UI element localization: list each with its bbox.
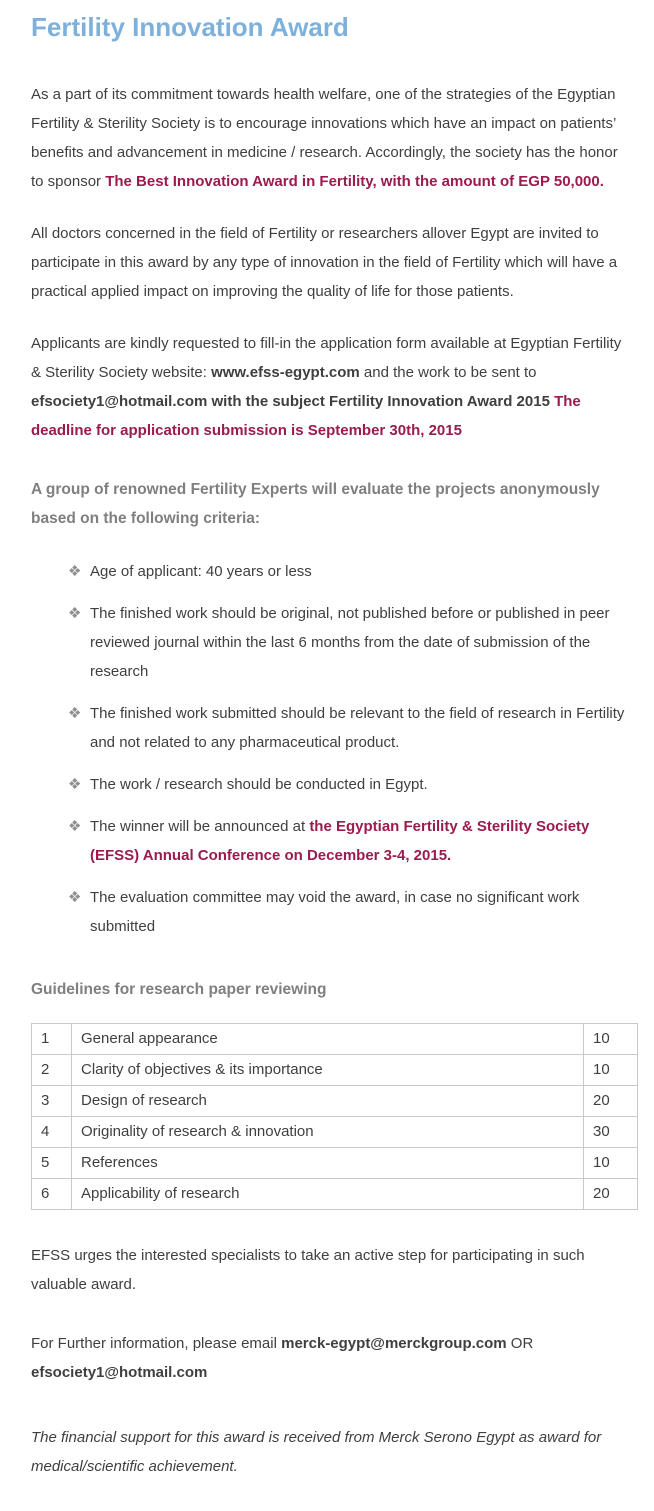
website-text: www.efss-egypt.com [211, 364, 360, 381]
list-item [68, 699, 641, 757]
table-row [32, 1117, 638, 1148]
invitation-paragraph [31, 219, 631, 306]
diamond-bullet-icon: ❖ [68, 563, 82, 580]
score-cell: 20 [584, 1179, 638, 1210]
row-number-cell: 5 [32, 1148, 72, 1179]
criterion-text: The evaluation committee may void the award, in case no significant work submitted [90, 889, 580, 935]
row-number-cell: 2 [32, 1055, 72, 1086]
list-item [68, 883, 641, 941]
criteria-heading: A group of renowned Fertility Experts will evaluate the projects anonymously based on the following criteria: [31, 481, 600, 527]
diamond-bullet-icon: ❖ [68, 889, 82, 906]
table-row [32, 1024, 638, 1055]
score-cell: 20 [584, 1086, 638, 1117]
score-cell: 10 [584, 1024, 638, 1055]
guidelines-heading: Guidelines for research paper reviewing [31, 981, 327, 998]
page-title: Fertility Innovation Award [31, 12, 349, 42]
row-number-cell: 4 [32, 1117, 72, 1148]
criterion-cell: References [72, 1148, 584, 1179]
merck-email-text: merck-egypt@merckgroup.com [281, 1335, 507, 1352]
application-text: Applicants are kindly requested to fill-in the application form available at Egyptian Fertility & Sterility Society website: [31, 335, 622, 381]
diamond-bullet-icon: ❖ [68, 818, 82, 835]
criterion-cell: Design of research [72, 1086, 584, 1117]
efss-email-text: efsociety1@hotmail.com [31, 1364, 208, 1381]
diamond-bullet-icon: ❖ [68, 705, 82, 722]
criterion-text: The winner will be announced at [90, 818, 310, 835]
contact-or-text: OR [506, 1335, 534, 1352]
list-item [68, 812, 641, 870]
list-item [68, 770, 641, 799]
criterion-text: The finished work should be original, not published before or published in peer reviewed journal within the last 6 months from the date of submission of the research [90, 605, 610, 680]
score-cell: 30 [584, 1117, 638, 1148]
list-item [68, 557, 641, 586]
criteria-list [31, 557, 641, 941]
footnote-paragraph: The financial support for this award is received from Merck Serono Egypt as award for medical/scientific achievement. [31, 1429, 602, 1475]
table-row [32, 1055, 638, 1086]
criterion-cell: General appearance [72, 1024, 584, 1055]
application-paragraph [31, 329, 631, 445]
application-text-mid: and the work to be sent to [359, 364, 537, 381]
diamond-bullet-icon: ❖ [68, 605, 82, 622]
deadline-text: The deadline for application submission is September 30th, 2015 [31, 393, 581, 439]
invitation-text: All doctors concerned in the field of Fertility or researchers allover Egypt are invited to participate in this award by any type of innovation in the field of Fertility which will have a practical applied impact on improving the quality of life for those patients. [31, 225, 618, 300]
diamond-bullet-icon: ❖ [68, 776, 82, 793]
table-row [32, 1086, 638, 1117]
review-criteria-table [31, 1023, 638, 1210]
score-cell: 10 [584, 1055, 638, 1086]
score-cell: 10 [584, 1148, 638, 1179]
table-row [32, 1179, 638, 1210]
criterion-text: Age of applicant: 40 years or less [90, 563, 312, 580]
award-highlight-text: The Best Innovation Award in Fertility, with the amount of EGP 50,000. [105, 173, 604, 190]
criterion-cell: Applicability of research [72, 1179, 584, 1210]
contact-text: For Further information, please email [31, 1335, 282, 1352]
email-subject-text: efsociety1@hotmail.com with the subject Fertility Innovation Award 2015 [31, 393, 550, 410]
row-number-cell: 1 [32, 1024, 72, 1055]
criterion-cell: Clarity of objectives & its importance [72, 1055, 584, 1086]
contact-paragraph [31, 1329, 631, 1387]
criterion-text: The finished work submitted should be relevant to the field of research in Fertility and not related to any pharmaceutical product. [90, 705, 625, 751]
list-item [68, 599, 641, 686]
intro-paragraph [31, 80, 631, 196]
table-row [32, 1148, 638, 1179]
urge-paragraph: EFSS urges the interested specialists to take an active step for participating in such valuable award. [31, 1247, 585, 1293]
criterion-text: The work / research should be conducted in Egypt. [90, 776, 428, 793]
conference-highlight-text: the Egyptian Fertility & Sterility Society (EFSS) Annual Conference on December 3-4, 2015. [90, 818, 590, 864]
row-number-cell: 3 [32, 1086, 72, 1117]
criterion-cell: Originality of research & innovation [72, 1117, 584, 1148]
intro-text: As a part of its commitment towards health welfare, one of the strategies of the Egyptian Fertility & Sterility Society is to encourage innovations which have an impact on patients’ benefits and advancement in medicine / research. Accordingly, the society has the honor to sponsor [31, 86, 618, 190]
row-number-cell: 6 [32, 1179, 72, 1210]
